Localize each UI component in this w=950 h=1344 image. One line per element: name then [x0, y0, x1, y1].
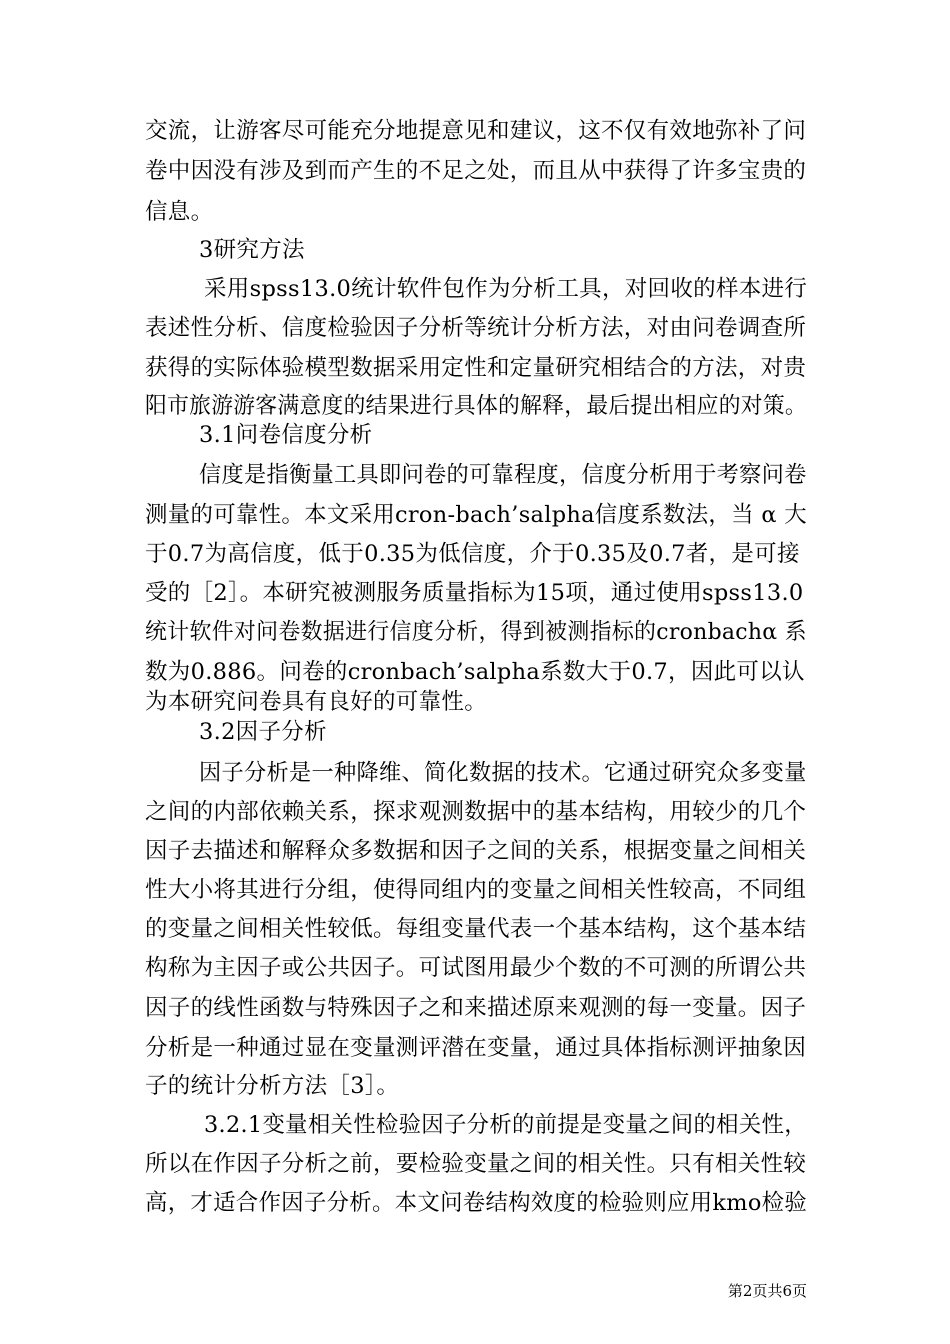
paragraph-line: 统计软件对问卷数据进行信度分析，得到被测指标的cronbachα 系 — [145, 619, 807, 645]
paragraph-line: 受的［2］。本研究被测服务质量指标为15项，通过使用spss13.0 — [145, 580, 804, 606]
paragraph-line: 的变量之间相关性较低。每组变量代表一个基本结构，这个基本结 — [145, 916, 807, 942]
paragraph-line: 分析是一种通过显在变量测评潜在变量，通过具体指标测评抽象因 — [145, 1035, 807, 1061]
paragraph-line: 交流，让游客尽可能充分地提意见和建议，这不仅有效地弥补了问 — [145, 118, 807, 144]
section-heading: 3研究方法 — [199, 237, 305, 263]
paragraph-line: 表述性分析、信度检验因子分析等统计分析方法，对由问卷调查所 — [145, 315, 807, 341]
paragraph-line: 高，才适合作因子分析。本文问卷结构效度的检验则应用kmo检验 — [145, 1190, 808, 1216]
paragraph-line: 因子的线性函数与特殊因子之和来描述原来观测的每一变量。因子 — [145, 995, 807, 1021]
paragraph-line: 因子去描述和解释众多数据和因子之间的关系，根据变量之间相关 — [145, 838, 807, 864]
paragraph-line: 采用spss13.0统计软件包作为分析工具，对回收的样本进行 — [204, 276, 808, 302]
paragraph-line: 信度是指衡量工具即问卷的可靠程度，信度分析用于考察问卷 — [199, 462, 807, 488]
subsection-heading: 3.2.1变量相关性检验因子分析的前提是变量之间的相关性， — [204, 1112, 807, 1138]
paragraph-line: 于0.7为高信度，低于0.35为低信度，介于0.35及0.7者，是可接 — [145, 541, 800, 567]
section-heading: 3.1问卷信度分析 — [199, 422, 373, 448]
paragraph-line: 子的统计分析方法［3］。 — [145, 1073, 400, 1099]
paragraph-line: 获得的实际体验模型数据采用定性和定量研究相结合的方法，对贵 — [145, 355, 807, 381]
page-number: 第2页共6页 — [727, 1282, 807, 1300]
paragraph-line: 性大小将其进行分组，使得同组内的变量之间相关性较高，不同组 — [145, 877, 807, 903]
paragraph-line: 数为0.886。问卷的cronbach’salpha系数大于0.7，因此可以认 — [145, 659, 805, 685]
paragraph-line: 所以在作因子分析之前，要检验变量之间的相关性。只有相关性较 — [145, 1151, 807, 1177]
paragraph-line: 因子分析是一种降维、简化数据的技术。它通过研究众多变量 — [199, 760, 807, 786]
paragraph-line: 阳市旅游游客满意度的结果进行具体的解释，最后提出相应的对策。 — [145, 393, 807, 419]
paragraph-line: 构称为主因子或公共因子。可试图用最少个数的不可测的所谓公共 — [145, 955, 807, 981]
paragraph-line: 卷中因没有涉及到而产生的不足之处，而且从中获得了许多宝贵的 — [145, 158, 807, 184]
paragraph-line: 信息。 — [145, 199, 214, 225]
section-heading: 3.2因子分析 — [199, 719, 327, 745]
paragraph-line: 测量的可靠性。本文采用cron-bach’salpha信度系数法，当 α 大 — [145, 502, 807, 528]
paragraph-line: 之间的内部依赖关系，探求观测数据中的基本结构，用较少的几个 — [145, 799, 807, 825]
paragraph-line: 为本研究问卷具有良好的可靠性。 — [145, 689, 488, 715]
